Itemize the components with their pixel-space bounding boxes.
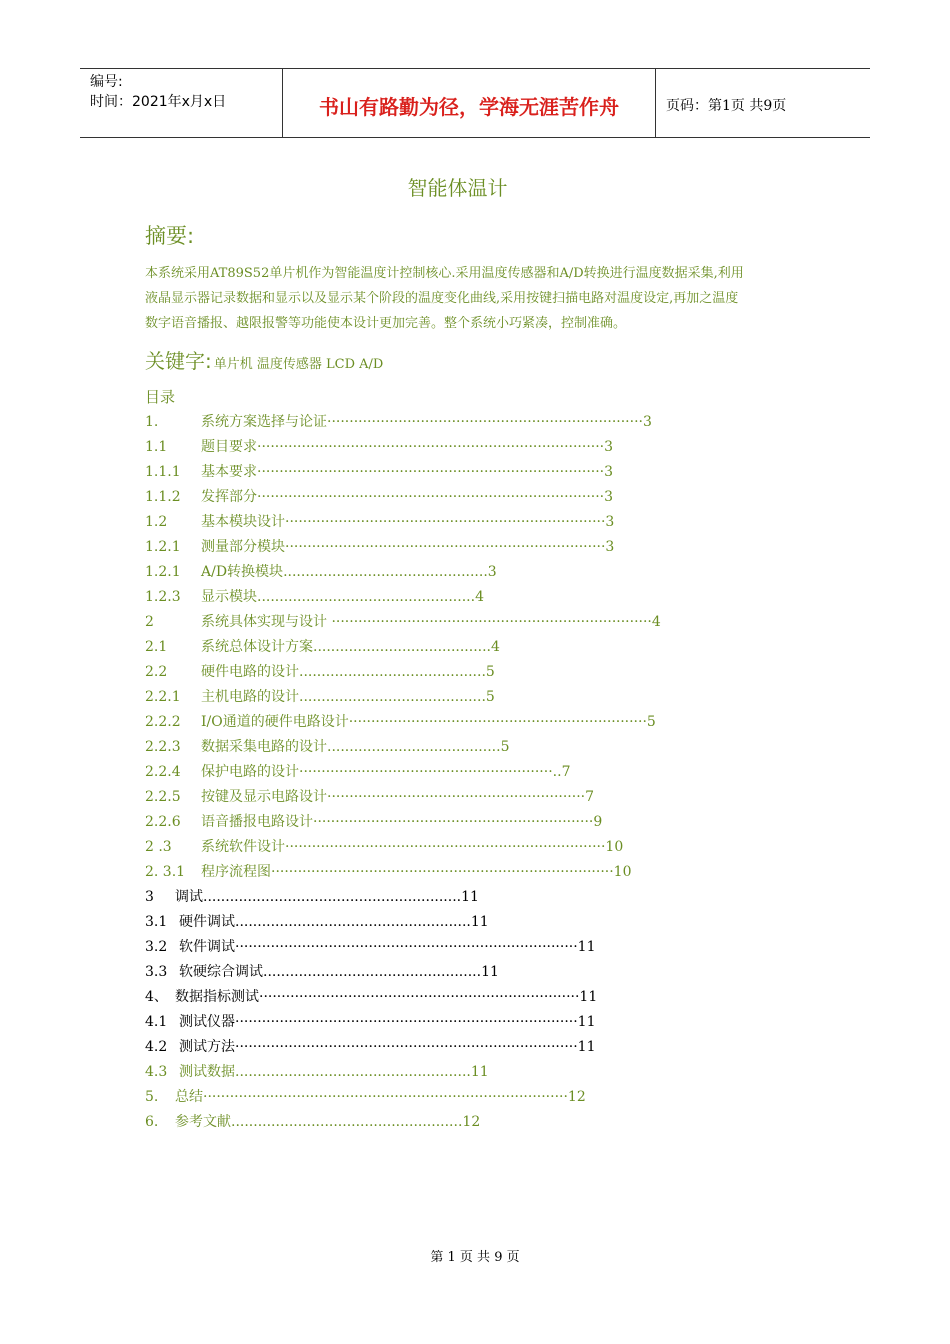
toc-entry[interactable] — [145, 661, 495, 681]
toc-entry-number: 4.1 — [145, 1014, 168, 1030]
toc-entry-number: 2.2.1 — [145, 689, 181, 705]
toc-entry-leader: ..................................................... — [235, 914, 471, 930]
page-info: 页码：第1页 共9页 — [666, 98, 787, 114]
toc-entry-title: 数据指标测试 — [175, 989, 259, 1005]
toc-entry-number: 1. — [145, 414, 159, 430]
toc-entry-leader: ·············································································· — [257, 439, 605, 455]
toc-entry-number: 2.2.6 — [145, 814, 181, 830]
toc-entry-page: 12 — [462, 1114, 481, 1130]
toc-entry-number: 2. 3.1 — [145, 864, 186, 880]
toc-entry-leader: ············································································· — [271, 864, 614, 880]
toc-entry-page: 11 — [579, 989, 598, 1005]
toc-entry-title: I/O通道的硬件电路设计 — [201, 714, 349, 730]
toc-entry-title: 软件调试 — [179, 939, 235, 955]
toc-entry-leader: .......................................... — [299, 689, 486, 705]
date-label: 时间：2021年x月x日 — [90, 94, 227, 110]
toc-entry-page: 10 — [613, 864, 632, 880]
toc-entry-title: 系统具体实现与设计 — [201, 614, 332, 630]
toc-entry-number: 2.2.4 — [145, 764, 181, 780]
toc-entry[interactable] — [145, 636, 500, 656]
toc-entry-number: 3 — [145, 889, 154, 905]
serial-label: 编号: — [90, 74, 123, 90]
toc-entry-title: 数据采集电路的设计 — [201, 739, 327, 755]
toc-entry-leader: .......................................................... — [203, 889, 462, 905]
header-left-cell — [80, 69, 283, 137]
toc-entry-page: 3 — [642, 414, 652, 430]
toc-entry-number: 4、 — [145, 989, 168, 1005]
toc-entry-title: 测试方法 — [179, 1039, 235, 1055]
toc-entry-leader: ..................................................... — [235, 1064, 471, 1080]
toc-entry-number: 1.1.2 — [145, 489, 181, 505]
toc-entry-leader: .............................................. — [283, 564, 488, 580]
toc-entry[interactable] — [145, 961, 499, 981]
toc-entry-title: 测量部分模块 — [201, 539, 285, 555]
toc-entry-number: 4.3 — [145, 1064, 168, 1080]
toc-entry-leader: .......................................... — [299, 664, 486, 680]
toc-entry-number: 2 — [145, 614, 154, 630]
toc-entry-number: 1.2 — [145, 514, 168, 530]
toc-entry-title: 题目要求 — [201, 439, 257, 455]
toc-entry-page: 11 — [470, 1064, 489, 1080]
abstract-line: 液晶显示器记录数据和显示以及显示某个阶段的温度变化曲线,采用按键扫描电路对温度设定,再加之温度 — [145, 291, 739, 306]
toc-entry-leader: ................................................. — [257, 589, 476, 605]
toc-entry[interactable] — [145, 811, 602, 831]
toc-entry-page: 5 — [485, 664, 495, 680]
toc-entry-title: 参考文献 — [175, 1114, 231, 1130]
toc-entry-page: 11 — [577, 1014, 596, 1030]
keywords-text: 单片机 温度传感器 LCD A/D — [213, 357, 384, 372]
abstract-line: 数字语音播报、越限报警等功能使本设计更加完善。整个系统小巧紧凑，控制准确。 — [145, 316, 627, 331]
toc-entry-page: 7 — [561, 764, 571, 780]
toc-entry-title: 调试 — [175, 889, 203, 905]
toc-entry-page: 11 — [481, 964, 499, 980]
toc-entry[interactable] — [145, 511, 614, 531]
toc-entry-title: 按键及显示电路设计 — [201, 789, 327, 805]
toc-entry-number: 2 .3 — [145, 839, 172, 855]
toc-entry-page: 3 — [604, 464, 614, 480]
toc-entry[interactable] — [145, 1036, 596, 1056]
toc-entry-number: 1.2.1 — [145, 539, 181, 555]
toc-entry-page: 5 — [500, 739, 510, 755]
toc-entry-leader: ······························································· — [313, 814, 594, 830]
toc-entry-page: 10 — [605, 839, 624, 855]
toc-entry-number: 2.2 — [145, 664, 168, 680]
toc-entry-leader: ········································································ — [285, 539, 606, 555]
toc-entry[interactable] — [145, 836, 623, 856]
toc-entry[interactable] — [145, 1061, 489, 1081]
toc-entry-title: 显示模块 — [201, 589, 257, 605]
toc-entry-page: 11 — [470, 914, 489, 930]
toc-entry[interactable] — [145, 711, 656, 731]
toc-entry-number: 1.2.1 — [145, 564, 181, 580]
toc-entry-leader: ·························································· — [327, 789, 586, 805]
toc-entry-number: 3.2 — [145, 939, 168, 955]
toc-entry-page: 5 — [646, 714, 656, 730]
toc-entry-title: 总结 — [175, 1089, 203, 1105]
page-footer: 第 1 页 共 9 页 — [430, 1250, 520, 1265]
toc-entry-page: 11 — [461, 889, 479, 905]
toc-entry-number: 3.3 — [145, 964, 168, 980]
toc-entry-page: 4 — [651, 614, 661, 630]
toc-entry-title: 主机电路的设计 — [201, 689, 299, 705]
toc-entry-number: 6. — [145, 1114, 159, 1130]
abstract-heading: 摘要: — [145, 224, 195, 248]
toc-entry-number: 2.1 — [145, 639, 168, 655]
toc-entry-page: 11 — [577, 939, 596, 955]
toc-entry-leader: ············································································· — [235, 939, 578, 955]
toc-entry[interactable] — [145, 436, 613, 456]
abstract-line: 本系统采用AT89S52单片机作为智能温度计控制核心.采用温度传感器和A/D转换进行温度数据采集,利用 — [145, 266, 744, 281]
toc-entry[interactable] — [145, 761, 570, 781]
toc-entry[interactable] — [145, 611, 661, 631]
toc-entry-page: 9 — [593, 814, 603, 830]
toc-entry-title: A/D转换模块 — [201, 564, 284, 580]
toc-entry[interactable] — [145, 786, 594, 806]
toc-entry-leader: ··································································· — [348, 714, 647, 730]
toc-entry-title: 测试仪器 — [179, 1014, 235, 1030]
toc-entry-number: 3.1 — [145, 914, 168, 930]
toc-entry-title: 语音播报电路设计 — [201, 814, 313, 830]
toc-entry-page: 5 — [485, 689, 495, 705]
toc-entry-page: 3 — [605, 539, 615, 555]
toc-entry-page: 11 — [577, 1039, 596, 1055]
toc-entry-title: 系统方案选择与论证 — [201, 414, 327, 430]
toc-entry[interactable] — [145, 561, 497, 581]
toc-entry-page: 3 — [604, 439, 614, 455]
toc-entry[interactable] — [145, 1111, 480, 1131]
toc-entry-title: 基本模块设计 — [201, 514, 285, 530]
toc-entry-number: 1.2.3 — [145, 589, 181, 605]
toc-entry[interactable] — [145, 536, 614, 556]
toc-entry-title: 保护电路的设计 — [201, 764, 299, 780]
toc-entry-page: 3 — [487, 564, 497, 580]
toc-entry[interactable] — [145, 861, 632, 881]
toc-entry[interactable] — [145, 461, 613, 481]
toc-entry-title: 硬件电路的设计 — [201, 664, 299, 680]
toc-entry-leader: ········································································ — [285, 514, 606, 530]
toc-entry-leader: .................................................... — [231, 1114, 463, 1130]
toc-entry-leader: ········································································ — [285, 839, 606, 855]
toc-entry-title: 基本要求 — [201, 464, 257, 480]
toc-entry-leader: ·············································································· — [257, 489, 605, 505]
toc-entry[interactable] — [145, 586, 484, 606]
document-header — [80, 68, 870, 138]
toc-entry[interactable] — [145, 986, 597, 1006]
toc-entry[interactable] — [145, 1086, 586, 1106]
toc-entry-title: 程序流程图 — [201, 864, 271, 880]
toc-entry-page: 4 — [491, 639, 500, 655]
toc-heading: 目录 — [145, 388, 176, 406]
toc-entry-leader: ············································································· — [235, 1039, 578, 1055]
toc-entry-leader: ········································································ — [331, 614, 652, 630]
toc-entry-leader: ·················································································· — [203, 1089, 568, 1105]
toc-entry-number: 2.2.3 — [145, 739, 181, 755]
toc-entry[interactable] — [145, 936, 596, 956]
toc-entry-page: 4 — [475, 589, 484, 605]
toc-entry-page: 7 — [585, 789, 595, 805]
toc-entry-leader: ................................................. — [263, 964, 482, 980]
toc-entry-title: 测试数据 — [179, 1064, 235, 1080]
toc-entry[interactable] — [145, 736, 509, 756]
toc-entry-leader: ·············································································· — [257, 464, 605, 480]
toc-entry-number: 1.1.1 — [145, 464, 181, 480]
toc-entry-page: 12 — [567, 1089, 586, 1105]
toc-entry-title: 系统总体设计方案 — [201, 639, 313, 655]
toc-entry-number: 5. — [145, 1089, 159, 1105]
toc-entry[interactable] — [145, 686, 495, 706]
keywords-label: 关键字: — [145, 349, 212, 373]
toc-entry-page: 3 — [605, 514, 615, 530]
header-right-cell — [656, 69, 870, 137]
toc-entry-number: 4.2 — [145, 1039, 168, 1055]
toc-entry[interactable] — [145, 1011, 596, 1031]
toc-entry-title: 软硬综合调试 — [179, 964, 263, 980]
toc-entry-number: 1.1 — [145, 439, 168, 455]
toc-entry-number: 2.2.5 — [145, 789, 181, 805]
toc-entry-leader: ······································································· — [327, 414, 643, 430]
header-middle-cell — [283, 69, 656, 137]
toc-entry-title: 发挥部分 — [201, 489, 257, 505]
toc-entry-leader: ........................................ — [313, 639, 492, 655]
document-title: 智能体温计 — [407, 176, 508, 200]
toc-entry-title: 硬件调试 — [179, 914, 235, 930]
motto-text: 书山有路勤为径，学海无涯苦作舟 — [319, 95, 619, 119]
toc-entry-page: 3 — [604, 489, 614, 505]
toc-entry-leader: ········································································ — [259, 989, 580, 1005]
toc-entry[interactable] — [145, 886, 479, 906]
toc-entry-leader: ·························································.. — [299, 764, 562, 780]
toc-entry-leader: ············································································· — [235, 1014, 578, 1030]
keywords-line — [145, 345, 383, 374]
toc-entry-number: 2.2.2 — [145, 714, 181, 730]
toc-entry[interactable] — [145, 411, 652, 431]
toc-entry[interactable] — [145, 486, 613, 506]
toc-entry-leader: ....................................... — [327, 739, 501, 755]
toc-entry-title: 系统软件设计 — [201, 839, 285, 855]
toc-entry[interactable] — [145, 911, 489, 931]
